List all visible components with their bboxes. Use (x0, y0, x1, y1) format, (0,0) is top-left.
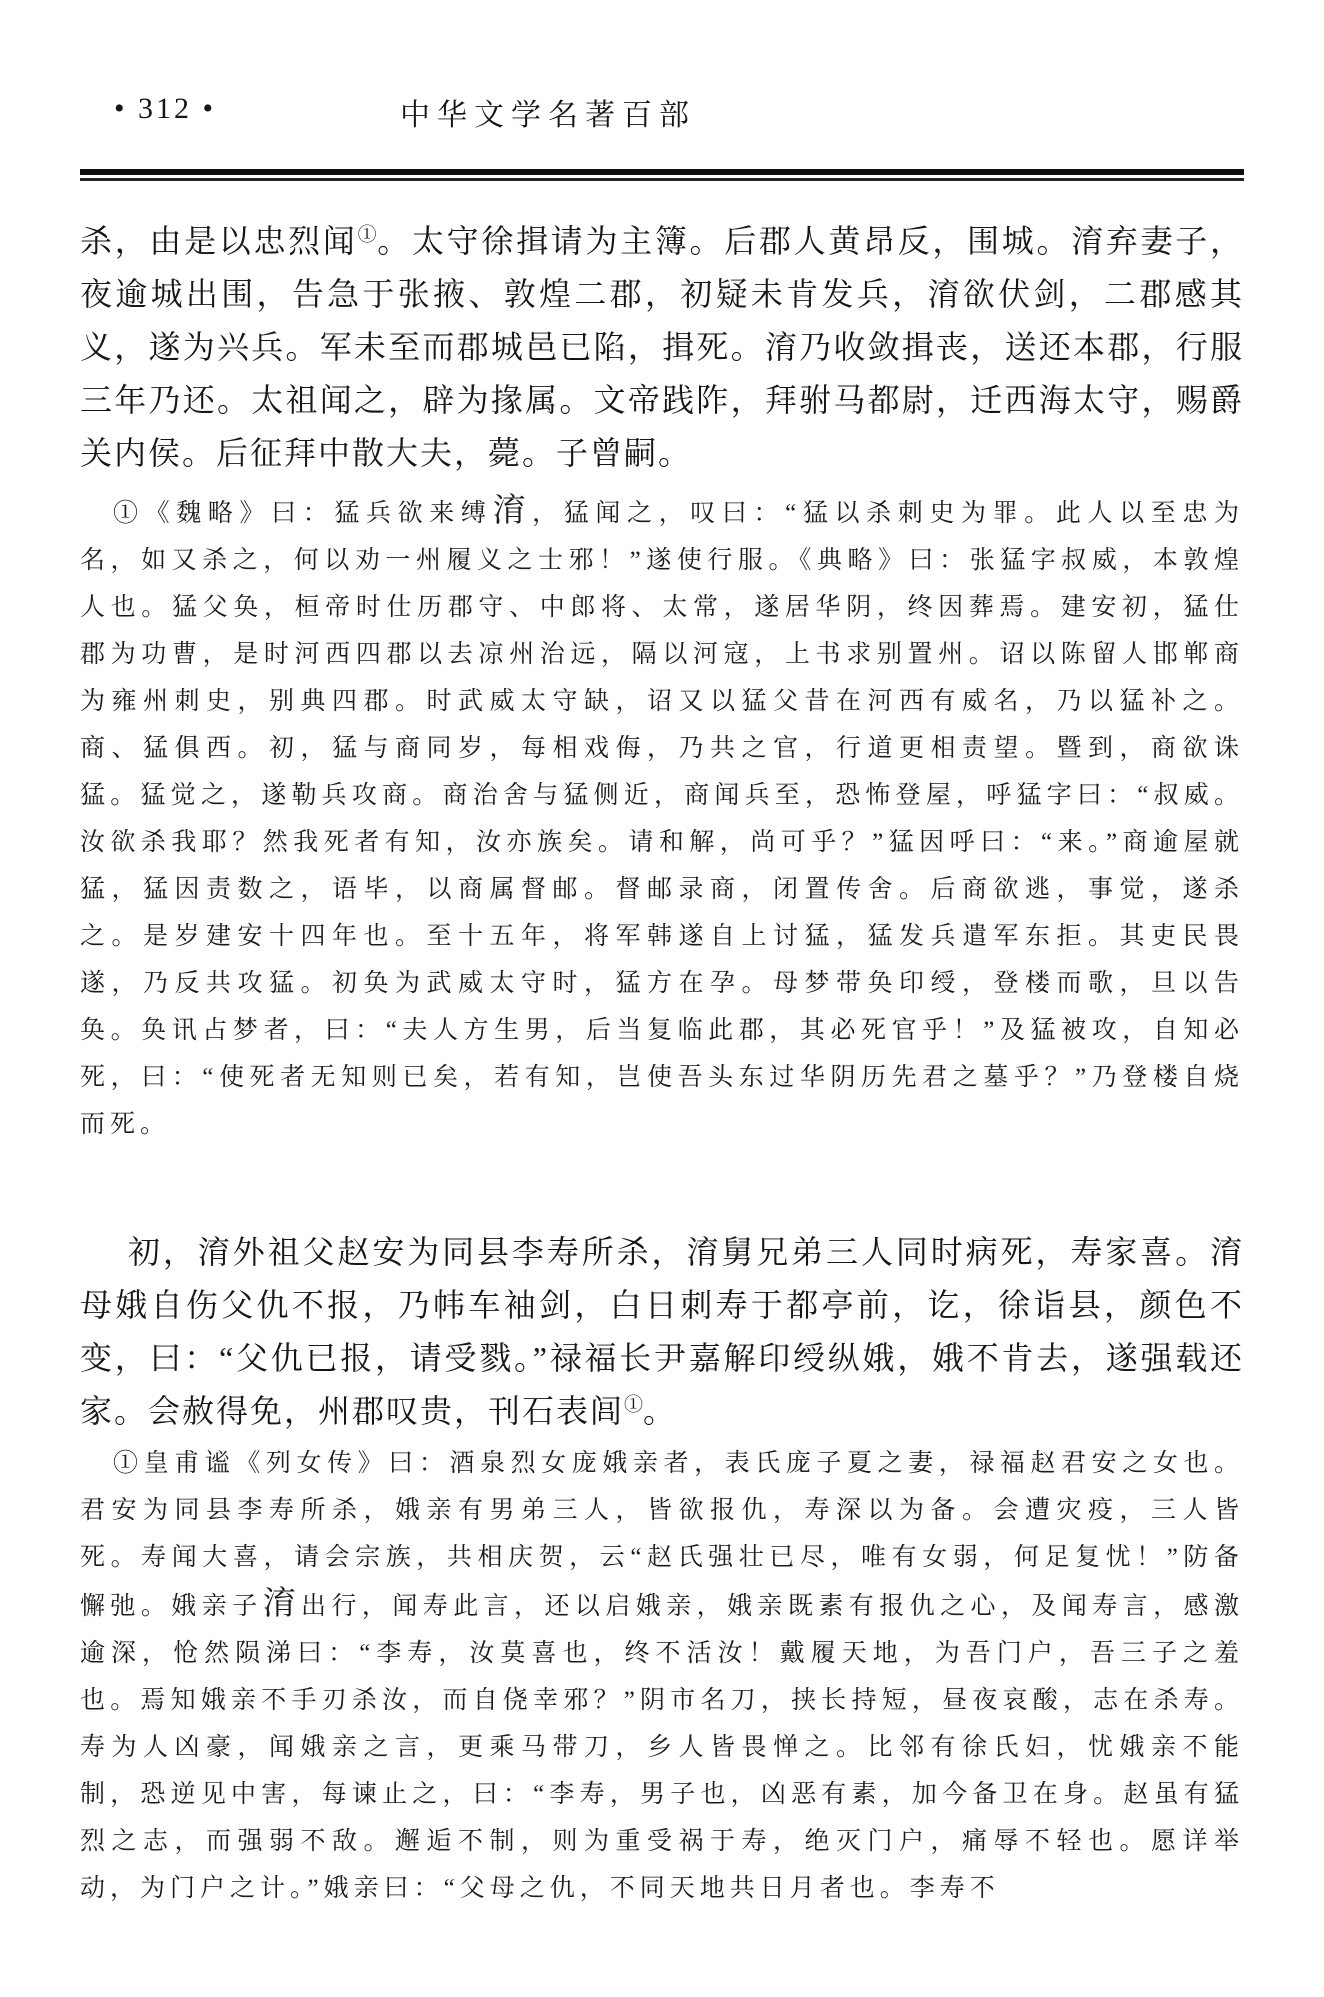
footnote-2-text-cont: 出行，闻寿此言，还以启娥亲，娥亲既素有报仇之心，及闻寿言，感激逾深，怆然陨涕曰：“李寿，汝莫喜也，终不活汝！戴履天地，为吾门户，吾三子之羞也。焉知娥亲不手刃杀汝，而自侥幸邪？”阴市名刀，挟长持短，昼夜哀酸，志在杀寿。寿为人凶豪，闻娥亲之言，更乘马带刀，乡人皆畏惮之。比邻有徐氏妇，忧娥亲不能制，恐逆见中害，每谏止之，曰：“李寿，男子也，凶恶有素，加今备卫在身。赵虽有猛烈之志，而强弱不敌。邂逅不制，则为重受祸于寿，绝灭门户，痛辱不轻也。愿详举动，为门户之计。”娥亲曰：“父母之仇，不同天地共日月者也。李寿不 (80, 1593, 1244, 1902)
paragraph-2 (80, 1226, 1244, 1438)
footnote-1 (80, 488, 1244, 1148)
paragraph-1 (80, 215, 1244, 480)
running-head-title: 中华文学名著百部 (400, 99, 696, 132)
paragraph-2-text-cont: 。 (643, 1393, 678, 1429)
footnote-2-emphasized-char: 淯 (262, 1586, 302, 1622)
footnote-2 (80, 1440, 1244, 1912)
paragraph-2-text: 初，淯外祖父赵安为同县李寿所杀，淯舅兄弟三人同时病死，寿家喜。淯母娥自伤父仇不报，乃帏车袖剑，白日刺寿于都亭前，讫，徐诣县，颜色不变，曰：“父仇已报，请受戮。”禄福长尹嘉解印绶纵娥，娥不肯去，遂强载还家。会赦得免，州郡叹贵，刊石表闾 (80, 1234, 1244, 1429)
header-rule (80, 169, 1244, 181)
footnote-1-text: ①《魏略》曰：猛兵欲来缚 (113, 500, 493, 527)
main-text-area (80, 215, 1244, 1912)
footnote-2-text: ①皇甫谧《列女传》曰：酒泉烈女庞娥亲者，表氏庞子夏之妻，禄福赵君安之女也。君安为同县李寿所杀，娥亲有男弟三人，皆欲报仇，寿深以为备。会遭灾疫，三人皆死。寿闻大喜，请会宗族，共相庆贺，云“赵氏强壮已尽，唯有女弱，何足复忧！”防备懈弛。娥亲子 (80, 1450, 1244, 1620)
footnote-ref-2: ① (624, 1394, 644, 1416)
paragraph-1-text-cont: 。太守徐揖请为主簿。后郡人黄昂反，围城。淯弃妻子，夜逾城出围，告急于张掖、敦煌二郡，初疑未肯发兵，淯欲伏剑，二郡感其义，遂为兴兵。军未至而郡城邑已陷，揖死。淯乃收敛揖丧，送还本郡，行服三年乃还。太祖闻之，辟为掾属。文帝践阼，拜驸马都尉，迁西海太守，赐爵关内侯。后征拜中散大夫，薨。子曾嗣。 (80, 223, 1244, 471)
footnote-ref-1: ① (357, 224, 378, 246)
footnote-1-emphasized-char: 淯 (492, 493, 533, 529)
paragraph-1-text: 杀，由是以忠烈闻 (80, 223, 358, 259)
page-number: • 312 • (114, 92, 217, 125)
page-header (80, 0, 1244, 169)
footnote-1-text-cont: ，猛闻之，叹曰：“猛以杀刺史为罪。此人以至忠为名，如又杀之，何以劝一州履义之士邪！”遂使行服。《典略》曰：张猛字叔威，本敦煌人也。猛父奂，桓帝时仕历郡守、中郎将、太常，遂居华阴，终因葬焉。建安初，猛仕郡为功曹，是时河西四郡以去凉州治远，隔以河寇，上书求别置州。诏以陈留人邯郸商为雍州刺史，别典四郡。时武威太守缺，诏又以猛父昔在河西有威名，乃以猛补之。商、猛俱西。初，猛与商同岁，每相戏侮，乃共之官，行道更相责望。暨到，商欲诛猛。猛觉之，遂勒兵攻商。商治舍与猛侧近，商闻兵至，恐怖登屋，呼猛字曰：“叔威。汝欲杀我耶？然我死者有知，汝亦族矣。请和解，尚可乎？”猛因呼曰：“来。”商逾屋就猛，猛因责数之，语毕，以商属督邮。督邮录商，闭置传舍。后商欲逃，事觉，遂杀之。是岁建安十四年也。至十五年，将军韩遂自上讨猛，猛发兵遣军东拒。其吏民畏遂，乃反共攻猛。初奂为武威太守时，猛方在孕。母梦带奂印绶，登楼而歌，旦以告奂。奂讯占梦者，曰：“夫人方生男，后当复临此郡，其必死官乎！”及猛被攻，自知必死，曰：“使死者无知则已矣，若有知，岂使吾头东过华阴历先君之墓乎？”乃登楼自烧而死。 (80, 500, 1244, 1138)
